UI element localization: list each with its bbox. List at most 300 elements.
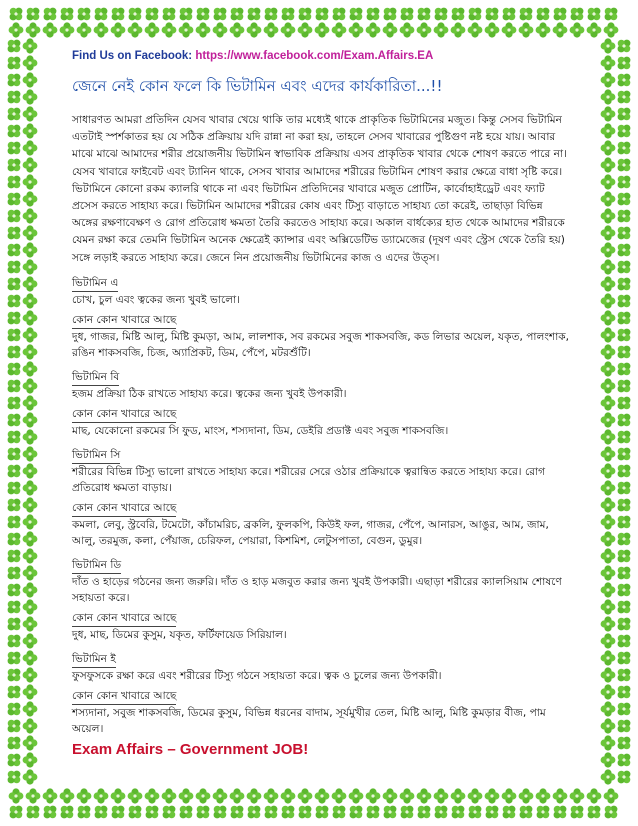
clover-icon (23, 752, 38, 767)
clover-icon (311, 3, 332, 24)
clover-icon (383, 22, 398, 37)
clover-icon (111, 22, 126, 37)
clover-icon (613, 732, 634, 753)
clover-icon (601, 344, 616, 359)
clover-icon (213, 22, 228, 37)
vitamin-d-function: দাঁত ও হাড়ের গঠনের জন্য জরুরি। দাঁত ও হাড় মজবুত করার জন্য খুবই উপকারী। এছাড়া শরীরের ক্যালসিয়াম শোষণে সহায়তা করে। (72, 575, 562, 604)
clover-icon (502, 22, 517, 37)
clover-icon (3, 698, 24, 719)
clover-icon (601, 242, 616, 257)
clover-icon (613, 630, 634, 651)
main-content (72, 50, 572, 737)
clover-icon (613, 545, 634, 566)
clover-icon (601, 89, 616, 104)
clover-icon (601, 752, 616, 767)
clover-icon (298, 22, 313, 37)
clover-icon (601, 191, 616, 206)
clover-icon (601, 259, 616, 274)
clover-icon (485, 788, 500, 803)
clover-icon (396, 801, 417, 822)
clover-icon (107, 3, 128, 24)
clover-icon (3, 732, 24, 753)
clover-icon (601, 514, 616, 529)
vitamin-a-heading: ভিটামিন এ (72, 275, 118, 292)
clover-icon (601, 412, 616, 427)
clover-icon (3, 358, 24, 379)
clover-icon (23, 650, 38, 665)
vitamin-a-function: চোখ, চুল এবং ত্বকের জন্য খুবই ভালো। (72, 293, 240, 306)
clover-icon (128, 22, 143, 37)
clover-icon (613, 69, 634, 90)
clover-icon (3, 341, 24, 362)
clover-icon (23, 72, 38, 87)
clover-icon (260, 3, 281, 24)
clover-icon (3, 256, 24, 277)
clover-icon (23, 735, 38, 750)
clover-icon (128, 788, 143, 803)
clover-icon (345, 3, 366, 24)
clover-icon (613, 154, 634, 175)
vitamin-c-function: শরীরের বিভিন্ন টিস্যু ভালো রাখতে সাহায্য করে। শরীরের সেরে ওঠার প্রক্রিয়াকে ত্বরান্বিত করতে সাহায্য করে। রোগ প্রতিরোধ ক্ষমতা বাড়ায়। (72, 465, 546, 494)
clover-icon (192, 801, 213, 822)
clover-icon (294, 801, 315, 822)
clover-icon (3, 154, 24, 175)
clover-icon (570, 788, 585, 803)
clover-icon (26, 788, 41, 803)
clover-icon (23, 157, 38, 172)
clover-icon (566, 801, 587, 822)
clover-icon (601, 735, 616, 750)
clover-icon (613, 120, 634, 141)
clover-icon (613, 664, 634, 685)
clover-icon (23, 769, 38, 784)
clover-icon (23, 718, 38, 733)
clover-icon (213, 788, 228, 803)
clover-icon (124, 3, 145, 24)
clover-icon (60, 788, 75, 803)
clover-icon (613, 596, 634, 617)
clover-icon (601, 616, 616, 631)
clover-icon (613, 494, 634, 515)
clover-icon (3, 409, 24, 430)
clover-icon (3, 86, 24, 107)
clover-icon (23, 514, 38, 529)
clover-icon (3, 528, 24, 549)
clover-icon (601, 72, 616, 87)
clover-icon (601, 582, 616, 597)
clover-icon (196, 22, 211, 37)
clover-icon (3, 273, 24, 294)
clover-icon (3, 579, 24, 600)
vitamin-b-function: হজম প্রক্রিয়া ঠিক রাখতে সাহায্য করে। ত্বকের জন্য খুবই উপকারী। (72, 387, 347, 400)
clover-icon (532, 3, 553, 24)
clover-icon (613, 460, 634, 481)
clover-icon (124, 801, 145, 822)
clover-icon (281, 788, 296, 803)
clover-icon (613, 426, 634, 447)
clover-icon (90, 801, 111, 822)
clover-icon (73, 801, 94, 822)
clover-icon (434, 22, 449, 37)
clover-icon (243, 801, 264, 822)
clover-icon (549, 3, 570, 24)
clover-icon (451, 22, 466, 37)
clover-icon (23, 599, 38, 614)
clover-icon (39, 801, 60, 822)
clover-icon (3, 562, 24, 583)
clover-icon (23, 225, 38, 240)
clover-icon (613, 324, 634, 345)
clover-icon (264, 788, 279, 803)
clover-icon (613, 511, 634, 532)
clover-icon (601, 684, 616, 699)
clover-icon (243, 3, 264, 24)
vitamin-d-sources: দুধ, মাছ, ডিমের কুসুম, যকৃত, ফর্টিফায়েড সিরিয়াল। (72, 628, 287, 641)
clover-icon (349, 22, 364, 37)
clover-icon (601, 531, 616, 546)
clover-icon (145, 22, 160, 37)
clover-icon (23, 242, 38, 257)
clover-icon (22, 801, 43, 822)
vitamin-d-heading: ভিটামিন ডি (72, 557, 121, 574)
vitamin-a-sources-label: কোন কোন খাবারে আছে (72, 312, 176, 329)
clover-icon (601, 395, 616, 410)
clover-icon (43, 22, 58, 37)
clover-icon (566, 3, 587, 24)
clover-icon (601, 429, 616, 444)
clover-icon (23, 565, 38, 580)
clover-icon (613, 137, 634, 158)
clover-icon (553, 788, 568, 803)
clover-icon (39, 3, 60, 24)
clover-icon (417, 22, 432, 37)
clover-icon (23, 174, 38, 189)
vitamin-d-sources-label: কোন কোন খাবারে আছে (72, 610, 176, 627)
clover-icon (400, 788, 415, 803)
clover-icon (23, 378, 38, 393)
clover-icon (277, 3, 298, 24)
clover-icon (613, 341, 634, 362)
clover-icon (23, 89, 38, 104)
clover-icon (192, 3, 213, 24)
clover-icon (430, 801, 451, 822)
clover-icon (226, 3, 247, 24)
clover-icon (328, 801, 349, 822)
clover-icon (601, 293, 616, 308)
clover-icon (23, 55, 38, 70)
clover-icon (328, 3, 349, 24)
vitamin-b-section (72, 365, 572, 439)
clover-icon (3, 630, 24, 651)
clover-icon (519, 22, 534, 37)
clover-icon (498, 3, 519, 24)
clover-icon (23, 310, 38, 325)
clover-icon (553, 22, 568, 37)
clover-icon (23, 327, 38, 342)
clover-icon (601, 701, 616, 716)
clover-icon (230, 22, 245, 37)
clover-icon (613, 205, 634, 226)
clover-icon (601, 497, 616, 512)
clover-icon (26, 22, 41, 37)
clover-icon (587, 788, 602, 803)
vitamin-e-sources-label: কোন কোন খাবারে আছে (72, 688, 176, 705)
clover-icon (179, 788, 194, 803)
clover-icon (23, 684, 38, 699)
clover-icon (226, 801, 247, 822)
clover-icon (332, 22, 347, 37)
clover-icon (23, 344, 38, 359)
facebook-link[interactable]: https://www.facebook.com/Exam.Affairs.EA (195, 50, 434, 62)
clover-icon (3, 188, 24, 209)
clover-icon (451, 788, 466, 803)
clover-icon (3, 596, 24, 617)
clover-icon (315, 22, 330, 37)
clover-icon (94, 22, 109, 37)
clover-icon (298, 788, 313, 803)
clover-icon (613, 273, 634, 294)
clover-icon (3, 375, 24, 396)
vitamin-b-sources: মাছ, যেকোনো রকমের সি ফুড, মাংস, শস্যদানা, ডিম, ডেইরি প্রডাক্ট এবং সবুজ শাকসবজি। (72, 424, 449, 437)
clover-icon (3, 324, 24, 345)
clover-icon (23, 412, 38, 427)
clover-icon (613, 35, 634, 56)
clover-icon (434, 788, 449, 803)
clover-icon (23, 191, 38, 206)
clover-icon (613, 256, 634, 277)
clover-icon (366, 788, 381, 803)
vitamin-c-section (72, 443, 572, 549)
clover-icon (22, 3, 43, 24)
clover-icon (536, 22, 551, 37)
footer-brand: Exam Affairs – Government JOB! (72, 741, 309, 758)
clover-icon (601, 565, 616, 580)
clover-icon (145, 788, 160, 803)
clover-icon (613, 375, 634, 396)
clover-icon (23, 463, 38, 478)
clover-icon (601, 276, 616, 291)
intro-paragraph: সাধারণত আমরা প্রতিদিন যেসব খাবার খেয়ে থাকি তার মধ্যেই থাকে প্রাকৃতিক ভিটামিনের মজুত। কিন্তু সেসব ভিটামিন এতটাই স্পর্শকাতর হয় যে সঠিক প্রক্রিয়ায় যদি রান্না না করা হয়, তাহলে সেসব খাবারের পুষ্টিগুণ নষ্ট হয়ে যায়। আবার মাঝে মাঝে আমাদের শরীর প্রয়োজনীয় ভিটামিন স্বাভাবিক প্রক্রিয়ায় এসব প্রাকৃতিক খাবার থেকে শোষণ করতে পারে না। যেসব খাবারে ফাইবেট এবং ট্যানিন থাকে, সেসব খাবার আমাদের শরীরের ভিটামিন শোষণ করার ক্ষেত্রে বাধা সৃষ্টি করে। ভিটামিনে কোনো রকম ক্যালরি থাকে না এবং ভিটামিন প্রতিদিনের খাবারে মজুত প্রোটিন, কার্বোহাইড্রেট এবং ফ্যাট প্রসেস করতে সাহায্য করে। ভিটামিন আমাদের শরীরের কোষ এবং টিস্যু বাড়াতে সাহায্য তো করেই, তাছাড়া বিভিন্ন অঙ্গের রক্ষণাবেক্ষণ ও রোগ প্রতিরোধ ক্ষমতা তৈরি করতেও সাহায্য করে। অকাল বার্ধক্যের হাত থেকে আমাদের শরীরকে যেমন রক্ষা করে তেমনি ভিটামিন অনেক ক্ষেত্রেই ক্যান্সার এবং অক্সিডেটিভ ড্যামেজের (দূষণ এবং স্ট্রেস থেকে তৈরি হয়) সঙ্গে লড়াই করতে সাহায্য করে। জেনে নিন প্রয়োজনীয় ভিটামিনের কাজ ও এদের উত্স। (72, 114, 567, 264)
clover-icon (345, 801, 366, 822)
find-us-label: Find Us on Facebook: (72, 50, 193, 62)
clover-icon (23, 395, 38, 410)
clover-icon (162, 788, 177, 803)
clover-icon (141, 801, 162, 822)
clover-icon (601, 157, 616, 172)
clover-icon (5, 801, 26, 822)
clover-icon (56, 3, 77, 24)
clover-icon (430, 3, 451, 24)
clover-icon (209, 3, 230, 24)
clover-icon (613, 307, 634, 328)
clover-icon (141, 3, 162, 24)
clover-icon (601, 769, 616, 784)
clover-icon (601, 650, 616, 665)
clover-icon (23, 616, 38, 631)
clover-icon (613, 681, 634, 702)
clover-icon (94, 788, 109, 803)
clover-icon (613, 749, 634, 770)
clover-icon (447, 3, 468, 24)
clover-icon (613, 698, 634, 719)
clover-icon (77, 22, 92, 37)
clover-icon (5, 3, 26, 24)
page-title: জেনে নেই কোন ফলে কি ভিটামিন এবং এদের কার্যকারিতা...!! (72, 77, 443, 95)
clover-icon (583, 801, 604, 822)
clover-icon (3, 137, 24, 158)
clover-icon (23, 123, 38, 138)
clover-icon (3, 392, 24, 413)
clover-icon (23, 480, 38, 495)
facebook-line (72, 50, 572, 62)
clover-icon (601, 633, 616, 648)
clover-icon (23, 582, 38, 597)
clover-icon (315, 788, 330, 803)
clover-icon (3, 120, 24, 141)
clover-icon (23, 361, 38, 376)
clover-icon (498, 801, 519, 822)
clover-icon (23, 446, 38, 461)
clover-icon (601, 361, 616, 376)
clover-icon (613, 477, 634, 498)
clover-icon (23, 140, 38, 155)
clover-icon (175, 3, 196, 24)
clover-icon (3, 647, 24, 668)
clover-icon (613, 188, 634, 209)
clover-icon (379, 801, 400, 822)
clover-icon (23, 276, 38, 291)
clover-icon (600, 801, 621, 822)
clover-icon (613, 715, 634, 736)
clover-icon (601, 463, 616, 478)
clover-icon (613, 103, 634, 124)
clover-icon (3, 426, 24, 447)
clover-icon (613, 528, 634, 549)
clover-icon (23, 531, 38, 546)
clover-icon (613, 171, 634, 192)
clover-icon (464, 801, 485, 822)
clover-icon (158, 801, 179, 822)
clover-icon (23, 497, 38, 512)
clover-icon (247, 788, 262, 803)
clover-icon (264, 22, 279, 37)
clover-icon (23, 429, 38, 444)
clover-icon (77, 788, 92, 803)
clover-icon (464, 3, 485, 24)
clover-icon (73, 3, 94, 24)
clover-icon (601, 446, 616, 461)
clover-icon (613, 222, 634, 243)
clover-icon (601, 225, 616, 240)
vitamin-c-heading: ভিটামিন সি (72, 447, 120, 464)
clover-icon (601, 140, 616, 155)
clover-icon (3, 222, 24, 243)
clover-icon (613, 239, 634, 260)
clover-icon (196, 788, 211, 803)
clover-icon (90, 3, 111, 24)
clover-icon (60, 22, 75, 37)
clover-icon (3, 69, 24, 90)
clover-icon (468, 788, 483, 803)
clover-icon (23, 701, 38, 716)
clover-icon (613, 647, 634, 668)
clover-icon (3, 460, 24, 481)
clover-icon (447, 801, 468, 822)
clover-icon (613, 613, 634, 634)
clover-icon (332, 788, 347, 803)
clover-icon (515, 801, 536, 822)
clover-icon (413, 801, 434, 822)
clover-icon (3, 307, 24, 328)
clover-icon (111, 788, 126, 803)
clover-icon (383, 788, 398, 803)
clover-icon (23, 106, 38, 121)
clover-icon (3, 766, 24, 787)
clover-icon (3, 35, 24, 56)
clover-icon (413, 3, 434, 24)
vitamin-b-sources-label: কোন কোন খাবারে আছে (72, 406, 176, 423)
clover-icon (3, 239, 24, 260)
clover-icon (601, 310, 616, 325)
clover-icon (362, 801, 383, 822)
clover-icon (613, 409, 634, 430)
clover-icon (3, 511, 24, 532)
clover-icon (3, 103, 24, 124)
clover-icon (3, 664, 24, 685)
clover-icon (3, 545, 24, 566)
clover-icon (417, 788, 432, 803)
vitamin-d-section (72, 553, 572, 643)
clover-icon (468, 22, 483, 37)
clover-icon (601, 38, 616, 53)
clover-icon (3, 443, 24, 464)
clover-icon (179, 22, 194, 37)
clover-icon (601, 208, 616, 223)
clover-icon (23, 293, 38, 308)
clover-icon (3, 494, 24, 515)
clover-icon (311, 801, 332, 822)
vitamin-b-heading: ভিটামিন বি (72, 369, 119, 386)
clover-icon (277, 801, 298, 822)
clover-icon (601, 667, 616, 682)
clover-icon (23, 259, 38, 274)
clover-icon (600, 3, 621, 24)
clover-icon (107, 801, 128, 822)
clover-icon (3, 205, 24, 226)
clover-icon (23, 667, 38, 682)
clover-icon (604, 22, 619, 37)
vitamin-e-function: ফুসফুসকে রক্ষা করে এবং শরীরের টিস্যু গঠনে সহায়তা করে। ত্বক ও চুলের জন্য উপকারী। (72, 669, 442, 682)
clover-icon (366, 22, 381, 37)
clover-icon (162, 22, 177, 37)
vitamin-a-sources: দুধ, গাজর, মিষ্টি আলু, মিষ্টি কুমড়া, আম, লালশাক, সব রকমের সবুজ শাকসবজি, কড লিভার অয়েল, যকৃত, পালংশাক, রঙিন শাকসবজি, চিজ, অ্যাপ্রিকট, ডিম, পেঁপে, মটরশুঁটি। (72, 330, 570, 359)
clover-icon (3, 613, 24, 634)
clover-icon (230, 788, 245, 803)
clover-icon (549, 801, 570, 822)
clover-icon (485, 22, 500, 37)
clover-icon (583, 3, 604, 24)
clover-icon (601, 548, 616, 563)
clover-icon (601, 718, 616, 733)
vitamin-e-section (72, 647, 572, 737)
clover-icon (570, 22, 585, 37)
clover-icon (613, 579, 634, 600)
clover-icon (56, 801, 77, 822)
vitamin-a-section (72, 271, 572, 361)
clover-icon (400, 22, 415, 37)
clover-icon (362, 3, 383, 24)
clover-icon (43, 788, 58, 803)
